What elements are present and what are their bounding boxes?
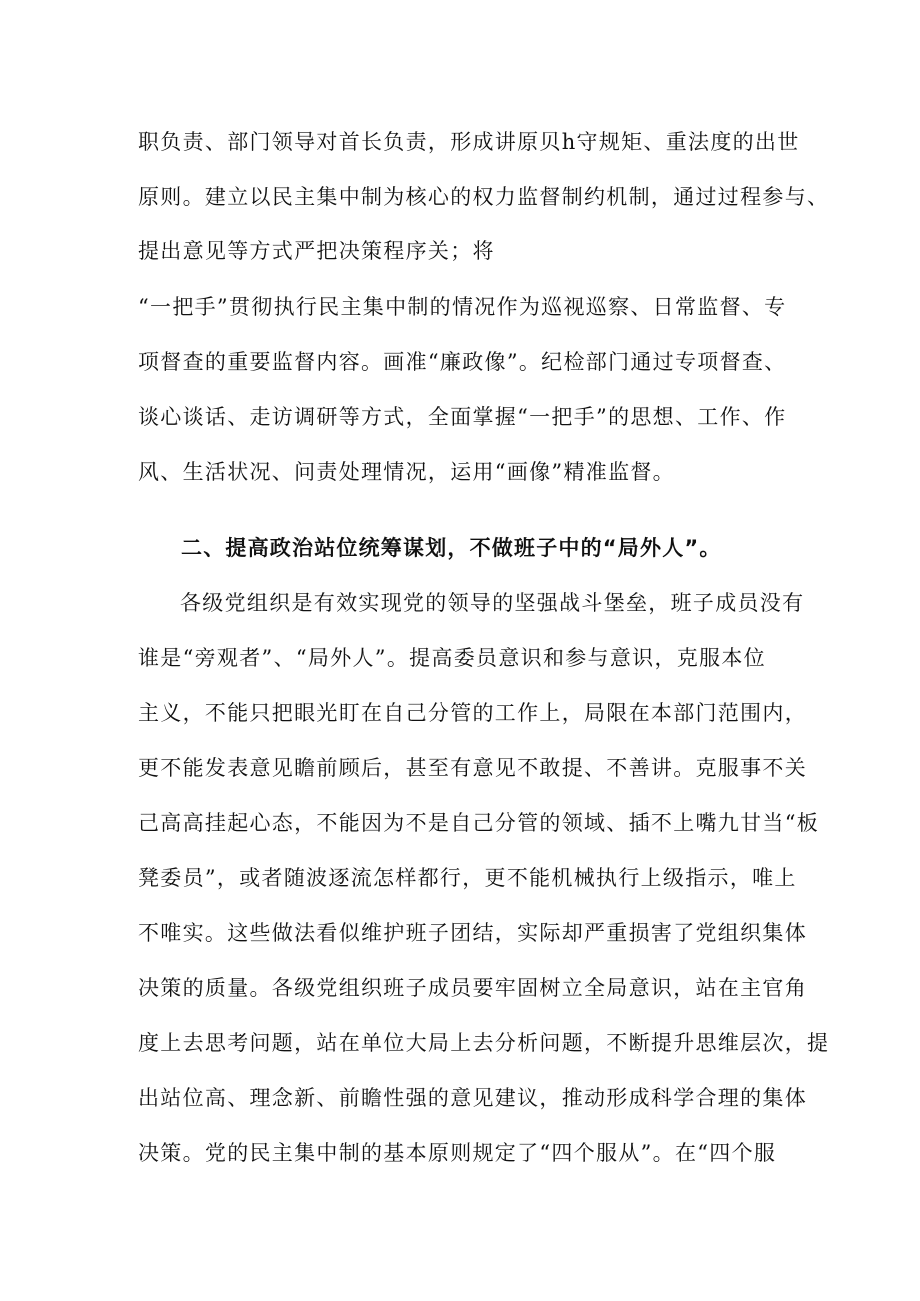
- paragraph-2-line-5: 己高高挂起心态，不能因为不是自己分管的领域、插不上嘴九甘当“板: [138, 811, 820, 835]
- paragraph-1-line-1: 职负责、部门领导对首长负责，形成讲原贝h守规矩、重法度的出世: [138, 130, 800, 154]
- paragraph-1-line-4: “一把手”贯彻执行民主集中制的情况作为巡视巡察、日常监督、专: [138, 295, 787, 319]
- paragraph-2-line-9: 度上去思考问题，站在单位大局上去分析问题，不断提升思维层次，提: [138, 1031, 830, 1055]
- paragraph-1-line-7: 风、生活状况、问责处理情况，运用“画像”精准监督。: [138, 460, 675, 484]
- paragraph-2-line-2: 谁是“旁观者”、“局外人”。提高委员意识和参与意识，克服本位: [138, 646, 766, 670]
- paragraph-1-line-2: 原则。建立以民主集中制为核心的权力监督制约机制，通过过程参与、: [138, 185, 830, 209]
- paragraph-2-line-1: 各级党组织是有效实现党的领导的坚强战斗堡垒，班子成员没有: [180, 591, 805, 615]
- paragraph-1-line-3: 提出意见等方式严把决策程序关；将: [138, 239, 495, 263]
- paragraph-2-line-11: 决策。党的民主集中制的基本原则规定了“四个服从”。在“四个服: [138, 1141, 777, 1165]
- paragraph-2-line-8: 决策的质量。各级党组织班子成员要牢固树立全局意识，站在主官角: [138, 976, 807, 1000]
- paragraph-2-line-4: 更不能发表意见瞻前顾后，甚至有意见不敢提、不善讲。克服事不关: [138, 756, 807, 780]
- paragraph-2-line-7: 不唯实。这些做法看似维护班子团结，实际却严重损害了党组织集体: [138, 921, 807, 945]
- paragraph-2-line-3: 主义，不能只把眼光盯在自己分管的工作上，局限在本部门范围内，: [138, 701, 807, 725]
- paragraph-1-line-6: 谈心谈话、走访调研等方式，全面掌握“一把手”的思想、工作、作: [138, 405, 787, 429]
- paragraph-2-line-10: 出站位高、理念新、前瞻性强的意见建议，推动形成科学合理的集体: [138, 1086, 807, 1110]
- paragraph-1-line-5: 项督查的重要监督内容。画准“廉政像”。纪检部门通过专项督查、: [138, 350, 787, 374]
- section-heading: 二、提高政治站位统筹谋划，不做班子中的“局外人”。: [181, 536, 722, 560]
- paragraph-2-line-6: 凳委员”，或者随波逐流怎样都行，更不能机械执行上级指示，唯上: [138, 866, 797, 890]
